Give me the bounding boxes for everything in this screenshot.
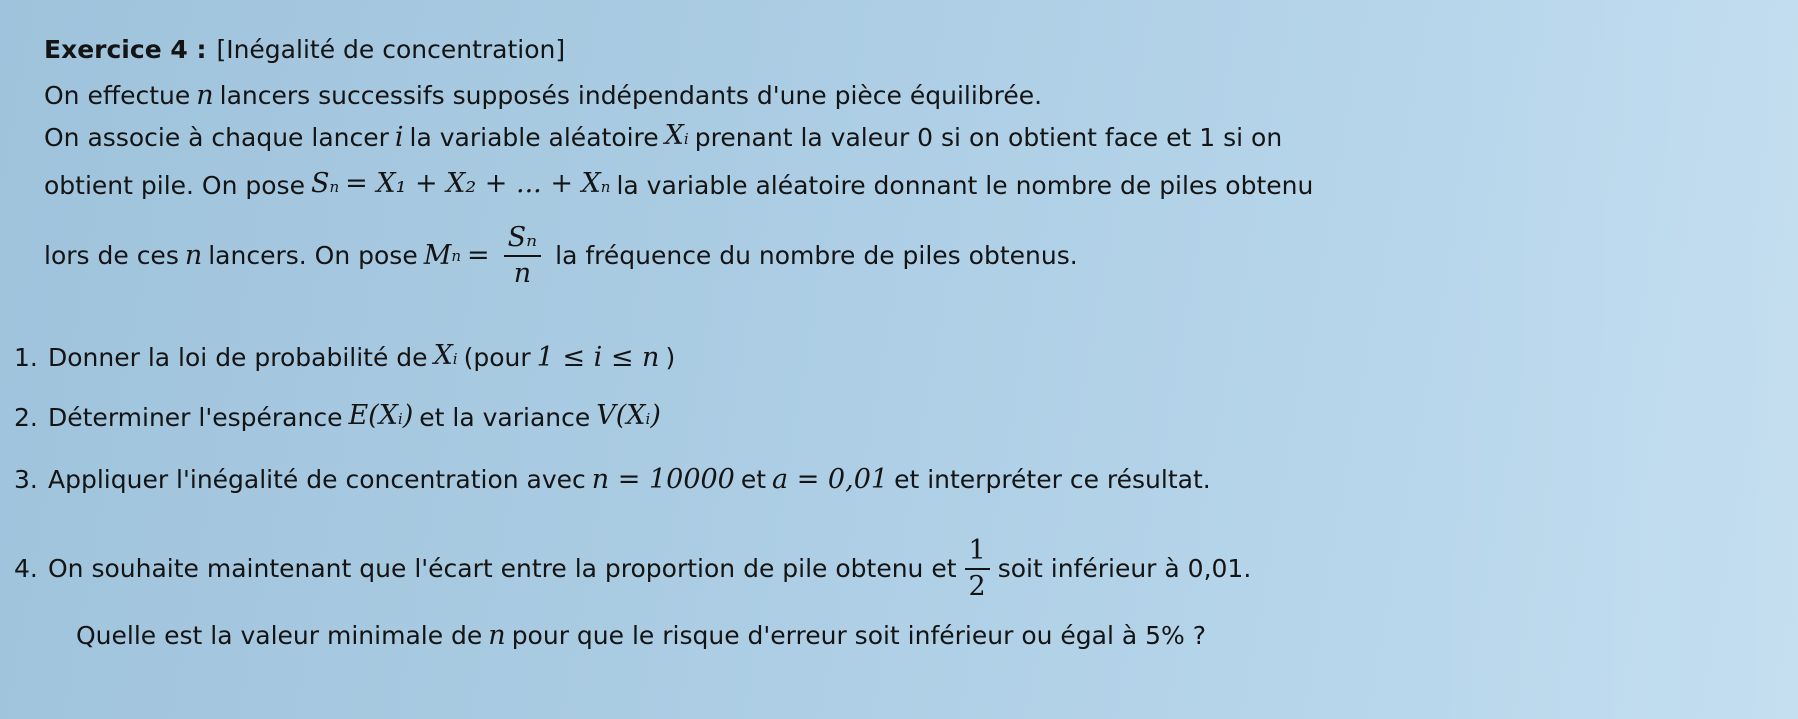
fraction-one-half	[965, 536, 990, 602]
question-3	[14, 464, 1211, 496]
question-number: 2.	[14, 402, 38, 432]
math-Sn-definition	[311, 168, 610, 203]
question-text: et interpréter ce résultat.	[894, 465, 1211, 494]
math-symbol: S	[310, 168, 330, 199]
question-number: 4.	[14, 554, 38, 583]
math-subscript: n	[329, 178, 340, 196]
question-text: Donner la loi de probabilité de	[48, 342, 428, 372]
fraction-denominator: 2	[968, 571, 986, 602]
intro-line-3	[44, 168, 1313, 203]
question-1	[14, 340, 675, 375]
math-expectation	[348, 400, 413, 435]
question-text: soit inférieur à 0,01.	[997, 554, 1252, 583]
intro-text: la variable aléatoire	[409, 122, 659, 152]
question-4	[14, 534, 1251, 604]
math-paren: )	[402, 400, 414, 431]
math-n: n	[488, 620, 506, 651]
math-subscript: i	[397, 410, 403, 428]
question-text: pour que le risque d'erreur soit inférieur ou égal à 5% ?	[511, 621, 1207, 650]
math-subscript: i	[452, 350, 458, 368]
question-text: On souhaite maintenant que l'écart entre la proportion de pile obtenu et	[48, 554, 957, 583]
math-i: i	[394, 121, 404, 153]
question-number: 1.	[14, 342, 38, 372]
fraction-numerator: 1	[965, 536, 990, 570]
math-symbol: M	[423, 240, 452, 271]
question-text: )	[665, 342, 676, 372]
intro-text: obtient pile. On pose	[44, 170, 305, 200]
intro-text: On associe à chaque lancer	[44, 122, 389, 152]
question-text: et	[740, 465, 767, 494]
math-variance	[596, 400, 661, 435]
intro-text: On effectue	[44, 81, 191, 110]
intro-line-2	[44, 120, 1282, 155]
math-n: n	[196, 80, 214, 111]
exercise-topic: [Inégalité de concentration]	[216, 35, 566, 64]
math-Xi	[665, 120, 689, 155]
fraction-Sn-over-n	[504, 223, 541, 289]
math-range: 1 ≤ i ≤ n	[536, 341, 660, 373]
math-symbol: X	[664, 120, 684, 151]
intro-line-1	[44, 80, 1042, 112]
math-symbol: X	[433, 340, 453, 371]
math-n-value: n = 10000	[591, 464, 735, 495]
question-text: Appliquer l'inégalité de concentration avec	[48, 465, 586, 494]
math-subscript: n	[451, 247, 462, 265]
intro-text: lancers. On pose	[208, 241, 418, 270]
math-n: n	[184, 240, 203, 271]
math-symbol: V(X	[596, 400, 646, 431]
exercise-title	[44, 34, 565, 66]
math-paren: )	[650, 400, 661, 431]
question-4-line-2	[76, 620, 1206, 652]
math-Mn-definition	[424, 223, 549, 289]
intro-line-4	[44, 222, 1078, 289]
math-subscript: i	[683, 130, 689, 148]
math-sum: = X₁ + X₂ + ... + X	[345, 168, 601, 199]
intro-text: la variable aléatoire donnant le nombre de piles obtenu	[616, 170, 1314, 200]
intro-text: prenant la valeur 0 si on obtient face et 1 si on	[694, 122, 1283, 152]
exercise-label: Exercice 4 :	[44, 35, 207, 64]
question-text: Déterminer l'espérance	[48, 402, 343, 432]
intro-text: la fréquence du nombre de piles obtenus.	[555, 241, 1078, 270]
page-shadow	[1418, 0, 1798, 719]
intro-text: lancers successifs supposés indépendants d'une pièce équilibrée.	[219, 81, 1043, 110]
math-Xi	[434, 340, 458, 375]
math-symbol: E(X	[348, 400, 398, 431]
intro-text: lors de ces	[44, 241, 179, 270]
question-text: et la variance	[419, 402, 591, 432]
question-2	[14, 400, 667, 435]
question-text: (pour	[463, 342, 531, 372]
fraction-denominator: n	[513, 258, 532, 289]
math-equals: =	[467, 240, 490, 271]
math-a-value: a = 0,01	[772, 464, 889, 495]
question-text: Quelle est la valeur minimale de	[76, 621, 483, 650]
math-subscript: n	[600, 178, 611, 196]
fraction-numerator: Sₙ	[504, 223, 541, 257]
math-subscript: i	[645, 410, 651, 428]
question-number: 3.	[14, 465, 38, 494]
